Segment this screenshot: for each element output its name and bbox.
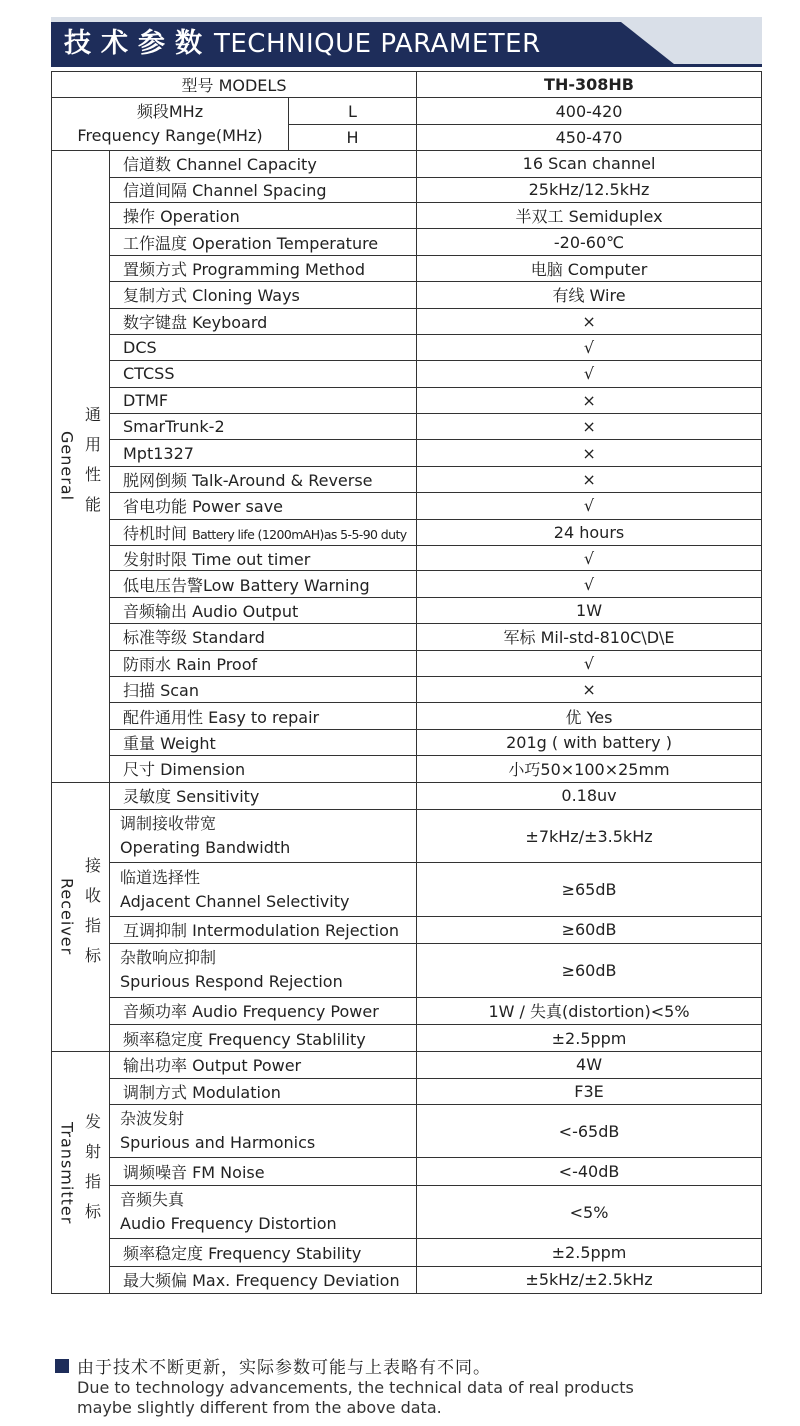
general-param-value: × xyxy=(417,414,762,440)
receiver-row xyxy=(52,997,762,1024)
page-title-cn: 技术参数 xyxy=(64,28,212,59)
general-param-label: SmarTrunk-2 xyxy=(110,414,417,440)
general-row xyxy=(52,493,762,519)
receiver-param-label-en: Operating Bandwidth xyxy=(120,838,291,858)
general-param-value: 军标 Mil-std-810C\D\E xyxy=(417,624,762,650)
general-row xyxy=(52,282,762,308)
general-param-label: 音频输出 Audio Output xyxy=(110,597,417,623)
general-param-label: Mpt1327 xyxy=(110,440,417,466)
band-value-h: 450-470 xyxy=(417,124,762,150)
receiver-param-label: 音频功率 Audio Frequency Power xyxy=(110,997,417,1024)
general-param-value: √ xyxy=(417,571,762,597)
frequency-label xyxy=(52,98,289,151)
transmitter-section-en: Transmitter xyxy=(57,1121,77,1224)
page-title xyxy=(64,22,541,64)
general-param-value: -20-60℃ xyxy=(417,229,762,255)
general-param-value: 优 Yes xyxy=(417,703,762,729)
receiver-param-value: 1W / 失真(distortion)<5% xyxy=(417,997,762,1024)
general-section-label xyxy=(52,151,110,782)
general-param-label-cn: 待机时间 xyxy=(123,523,193,543)
general-row xyxy=(52,151,762,177)
general-row xyxy=(52,571,762,597)
transmitter-param-value: <-40dB xyxy=(417,1158,762,1185)
receiver-row xyxy=(52,863,762,916)
transmitter-row xyxy=(52,1266,762,1293)
general-param-value: √ xyxy=(417,546,762,571)
general-row xyxy=(52,255,762,281)
general-param-label: 脱网倒频 Talk-Around & Reverse xyxy=(110,466,417,492)
general-row xyxy=(52,414,762,440)
general-param-value: √ xyxy=(417,493,762,519)
general-row xyxy=(52,361,762,387)
receiver-param-label xyxy=(110,863,417,916)
transmitter-param-value: ±5kHz/±2.5kHz xyxy=(417,1266,762,1293)
bullet-square-icon xyxy=(55,1359,69,1373)
receiver-section-cn: 接收指标 xyxy=(82,856,102,977)
transmitter-section-cn: 发射指标 xyxy=(82,1112,102,1233)
general-row xyxy=(52,334,762,360)
receiver-param-label: 灵敏度 Sensitivity xyxy=(110,782,417,809)
receiver-param-label-cn: 杂散响应抑制 xyxy=(120,948,217,968)
footer-note xyxy=(55,1353,775,1418)
general-row xyxy=(52,703,762,729)
transmitter-param-value: ±2.5ppm xyxy=(417,1239,762,1266)
receiver-param-value: ≥65dB xyxy=(417,863,762,916)
receiver-param-label-cn: 临道选择性 xyxy=(120,867,201,887)
general-param-label: DTMF xyxy=(110,387,417,413)
general-param-value: 小巧50×100×25mm xyxy=(417,756,762,782)
general-row xyxy=(52,229,762,255)
general-param-label: 信道间隔 Channel Spacing xyxy=(110,177,417,202)
general-param-value: 201g ( with battery ) xyxy=(417,729,762,755)
general-param-value: × xyxy=(417,440,762,466)
transmitter-param-label: 输出功率 Output Power xyxy=(110,1052,417,1078)
general-param-value: × xyxy=(417,676,762,702)
transmitter-param-value: F3E xyxy=(417,1078,762,1104)
general-param-label: DCS xyxy=(110,334,417,360)
receiver-param-label xyxy=(110,944,417,997)
transmitter-param-label: 最大频偏 Max. Frequency Deviation xyxy=(110,1266,417,1293)
transmitter-row xyxy=(52,1105,762,1158)
transmitter-param-label: 调制方式 Modulation xyxy=(110,1078,417,1104)
general-row xyxy=(52,756,762,782)
general-row xyxy=(52,624,762,650)
general-param-label: 重量 Weight xyxy=(110,729,417,755)
frequency-label-cn: 频段MHz xyxy=(136,102,204,122)
general-param-label: 数字键盘 Keyboard xyxy=(110,308,417,334)
footer-note-en-1: Due to technology advancements, the technical data of real products xyxy=(77,1378,634,1397)
frequency-row-l xyxy=(52,98,762,124)
header-underline xyxy=(51,64,762,67)
general-param-label: 发射时限 Time out timer xyxy=(110,546,417,571)
models-value: TH-308HB xyxy=(417,72,762,98)
general-row xyxy=(52,650,762,676)
general-param-label: 操作 Operation xyxy=(110,202,417,228)
general-param-value: 25kHz/12.5kHz xyxy=(417,177,762,202)
general-row xyxy=(52,440,762,466)
spec-table xyxy=(51,71,762,1294)
general-param-value: 24 hours xyxy=(417,519,762,545)
receiver-param-value: ≥60dB xyxy=(417,916,762,943)
general-param-value: × xyxy=(417,466,762,492)
general-row xyxy=(52,308,762,334)
transmitter-param-value: <5% xyxy=(417,1185,762,1238)
receiver-param-value: ±7kHz/±3.5kHz xyxy=(417,809,762,862)
general-row xyxy=(52,177,762,202)
page-title-en: TECHNIQUE PARAMETER xyxy=(214,29,541,59)
general-param-value: 电脑 Computer xyxy=(417,255,762,281)
general-param-value: √ xyxy=(417,334,762,360)
general-param-value: × xyxy=(417,308,762,334)
general-param-label: 信道数 Channel Capacity xyxy=(110,151,417,177)
general-param-value: √ xyxy=(417,650,762,676)
general-section-en: General xyxy=(57,431,77,502)
transmitter-param-label: 频率稳定度 Frequency Stability xyxy=(110,1239,417,1266)
general-row xyxy=(52,676,762,702)
transmitter-row xyxy=(52,1078,762,1104)
general-param-label: 防雨水 Rain Proof xyxy=(110,650,417,676)
general-param-value: × xyxy=(417,387,762,413)
receiver-param-value: 0.18uv xyxy=(417,782,762,809)
footer-note-en-2: maybe slightly different from the above data. xyxy=(77,1398,442,1417)
receiver-param-label-cn: 调制接收带宽 xyxy=(120,814,217,834)
general-param-label: 省电功能 Power save xyxy=(110,493,417,519)
general-param-label xyxy=(110,519,417,545)
general-row xyxy=(52,597,762,623)
receiver-param-value: ≥60dB xyxy=(417,944,762,997)
receiver-section-label xyxy=(52,782,110,1052)
transmitter-section-label xyxy=(52,1052,110,1294)
transmitter-param-label xyxy=(110,1185,417,1238)
receiver-param-label: 频率稳定度 Frequency Stablility xyxy=(110,1024,417,1051)
general-param-label: 低电压告警Low Battery Warning xyxy=(110,571,417,597)
receiver-param-value: ±2.5ppm xyxy=(417,1024,762,1051)
frequency-label-en: Frequency Range(MHz) xyxy=(77,126,263,146)
general-param-label: 配件通用性 Easy to repair xyxy=(110,703,417,729)
receiver-row xyxy=(52,916,762,943)
transmitter-row xyxy=(52,1052,762,1078)
receiver-param-label-en: Adjacent Channel Selectivity xyxy=(120,891,350,911)
transmitter-param-value: <-65dB xyxy=(417,1105,762,1158)
general-param-label: CTCSS xyxy=(110,361,417,387)
general-row xyxy=(52,202,762,228)
transmitter-param-label xyxy=(110,1105,417,1158)
footer-note-cn: 由于技术不断更新，实际参数可能与上表略有不同。 xyxy=(77,1358,491,1378)
general-param-value: 有线 Wire xyxy=(417,282,762,308)
transmitter-row xyxy=(52,1239,762,1266)
receiver-row xyxy=(52,809,762,862)
receiver-row xyxy=(52,944,762,997)
general-param-value: 1W xyxy=(417,597,762,623)
general-row xyxy=(52,546,762,571)
receiver-row xyxy=(52,1024,762,1051)
transmitter-param-value: 4W xyxy=(417,1052,762,1078)
general-param-label: 工作温度 Operation Temperature xyxy=(110,229,417,255)
general-param-label: 扫描 Scan xyxy=(110,676,417,702)
receiver-param-label: 互调抑制 Intermodulation Rejection xyxy=(110,916,417,943)
transmitter-param-label: 调频噪音 FM Noise xyxy=(110,1158,417,1185)
general-param-label-en: Battery life (1200mAH)as 5-5-90 duty xyxy=(192,526,407,542)
band-label-l: L xyxy=(289,98,417,124)
general-row xyxy=(52,729,762,755)
general-row xyxy=(52,387,762,413)
transmitter-row xyxy=(52,1185,762,1238)
receiver-param-label-en: Spurious Respond Rejection xyxy=(120,972,343,992)
general-param-label: 尺寸 Dimension xyxy=(110,756,417,782)
general-section-cn: 通用性能 xyxy=(82,406,102,527)
general-param-label: 置频方式 Programming Method xyxy=(110,255,417,281)
receiver-param-label xyxy=(110,809,417,862)
general-param-value: 16 Scan channel xyxy=(417,151,762,177)
transmitter-param-label-cn: 音频失真 xyxy=(120,1190,185,1210)
band-label-h: H xyxy=(289,124,417,150)
models-label: 型号 MODELS xyxy=(52,72,417,98)
general-param-label: 标准等级 Standard xyxy=(110,624,417,650)
receiver-section-en: Receiver xyxy=(57,878,77,956)
general-param-value: 半双工 Semiduplex xyxy=(417,202,762,228)
transmitter-param-label-cn: 杂波发射 xyxy=(120,1109,185,1129)
transmitter-row xyxy=(52,1158,762,1185)
band-value-l: 400-420 xyxy=(417,98,762,124)
general-row xyxy=(52,466,762,492)
general-param-value: √ xyxy=(417,361,762,387)
general-row xyxy=(52,519,762,545)
transmitter-param-label-en: Spurious and Harmonics xyxy=(120,1133,316,1153)
models-row xyxy=(52,72,762,98)
general-param-label: 复制方式 Cloning Ways xyxy=(110,282,417,308)
receiver-row xyxy=(52,782,762,809)
transmitter-param-label-en: Audio Frequency Distortion xyxy=(120,1214,337,1234)
